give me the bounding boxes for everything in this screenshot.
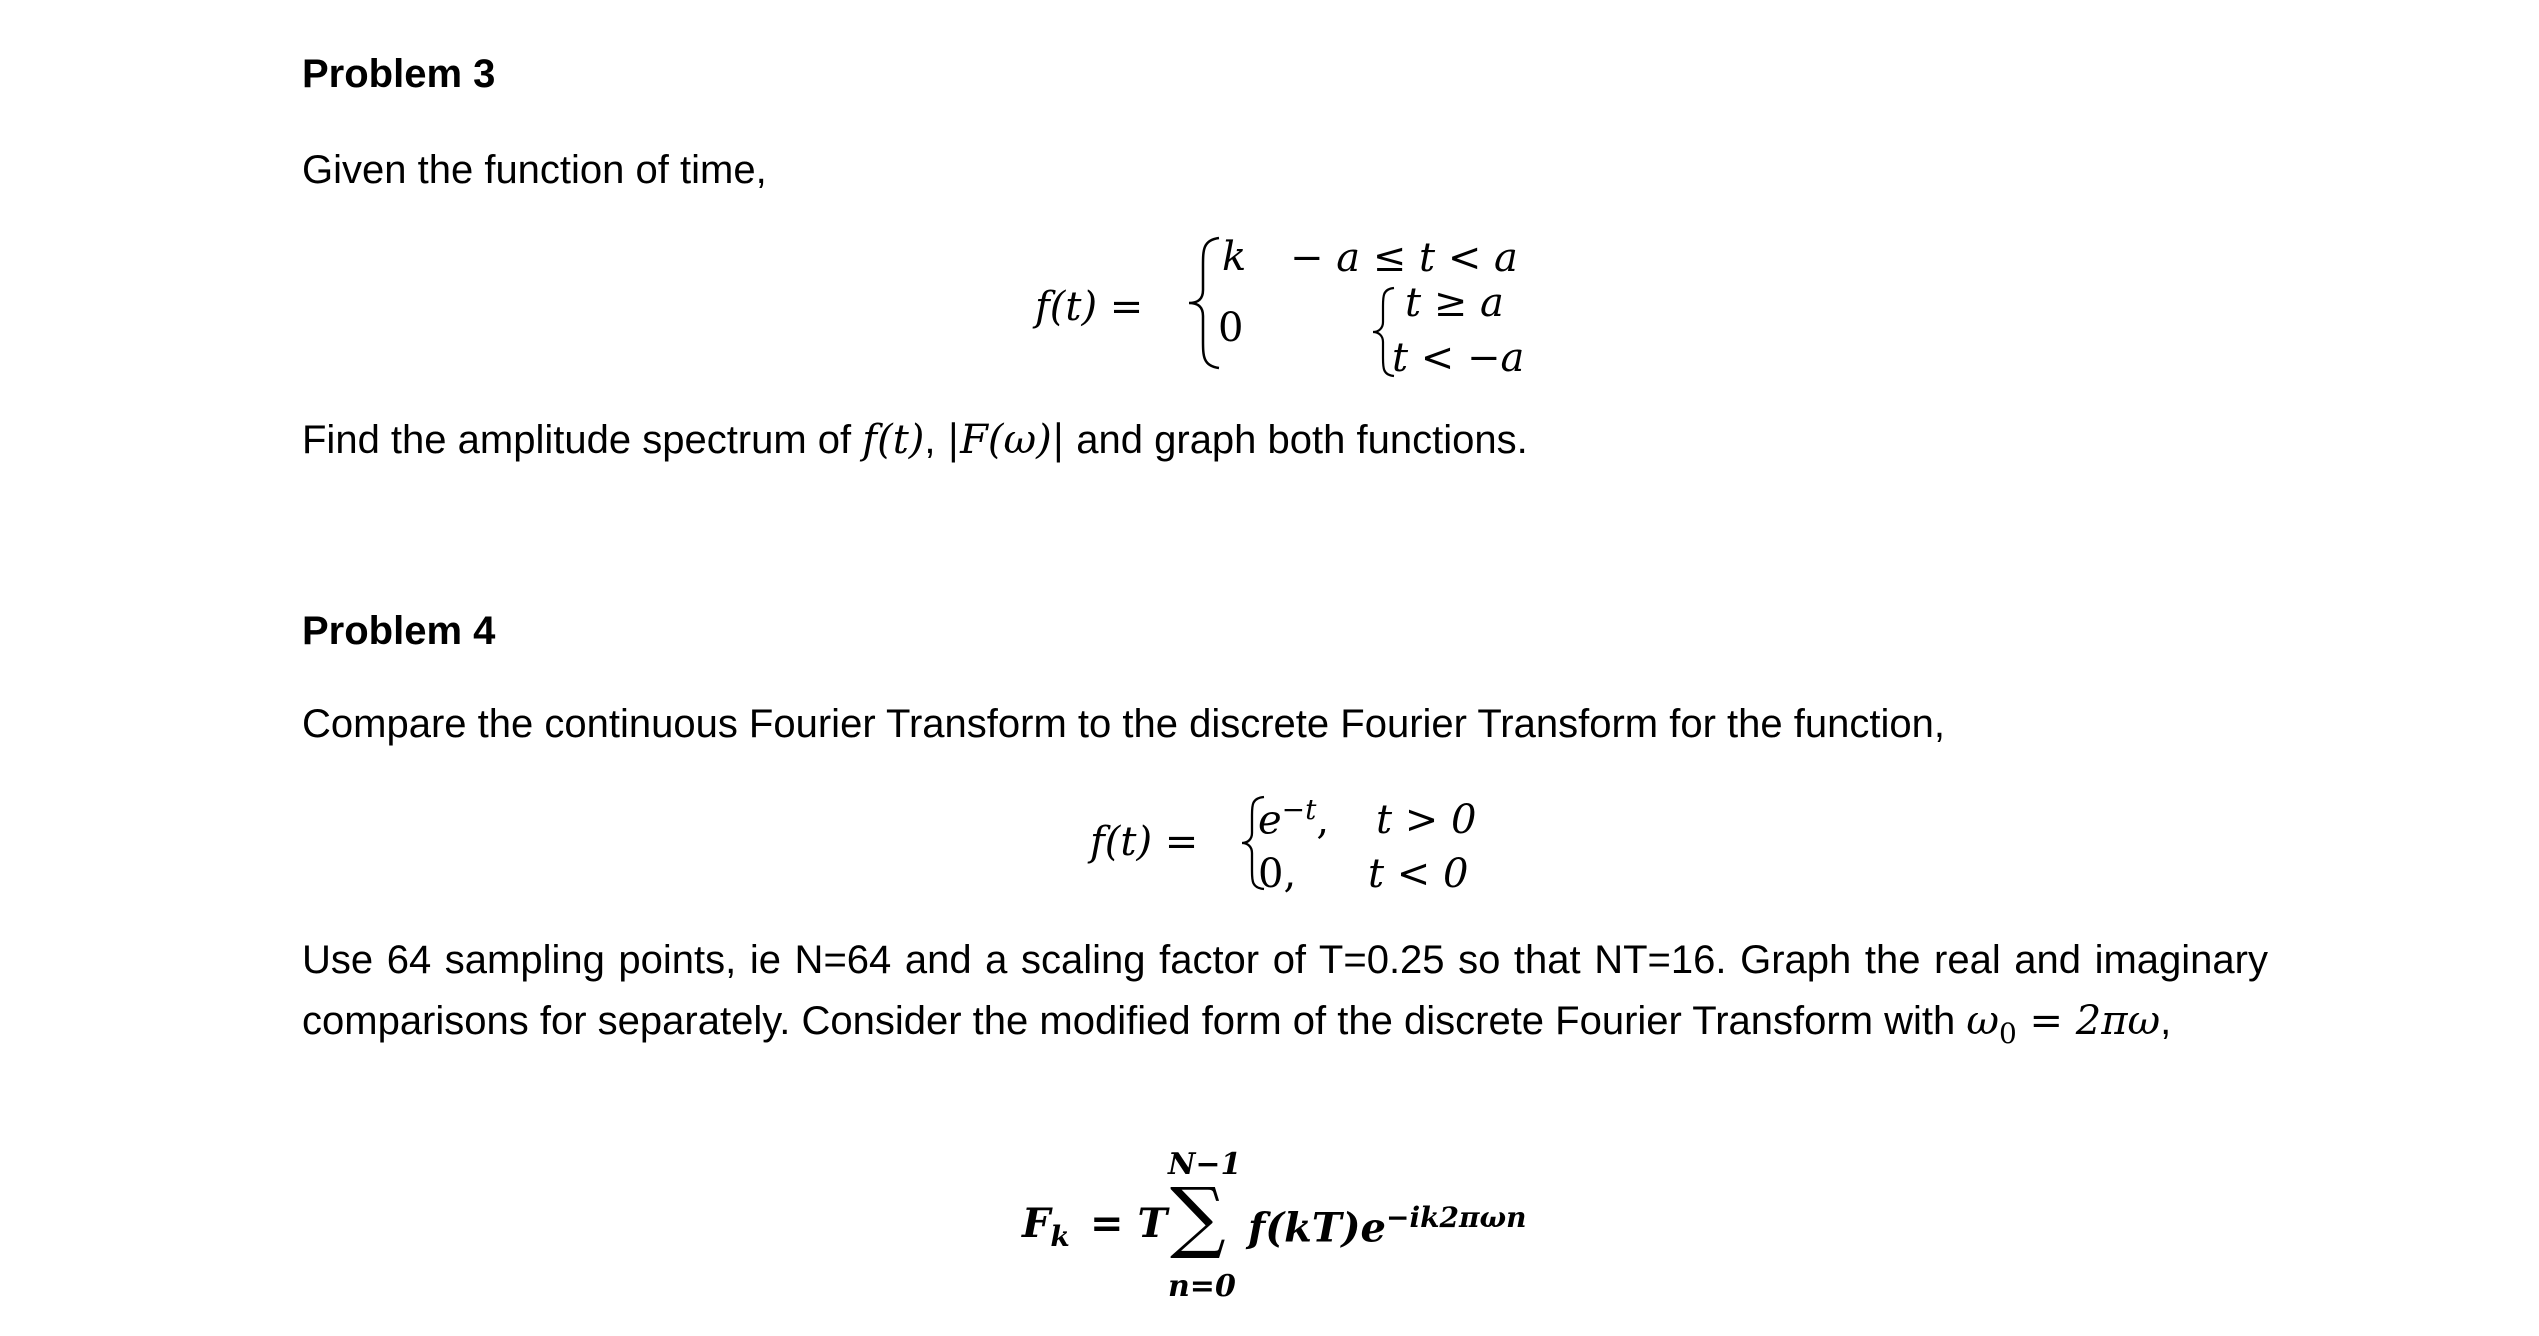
task-text-end: and graph both functions. [1065, 418, 1528, 462]
dft-sum-symbol: ∑ [1170, 1172, 1226, 1262]
dft-upper-limit: N−1 [1168, 1147, 1242, 1182]
dft-equals-T: = T [1090, 1200, 1168, 1247]
problem-3-task [302, 410, 2268, 471]
eq3-case2-value: 0 [1218, 305, 1244, 351]
omega-subscript: 0 [1999, 1017, 2017, 1050]
dft-lhs-subscript: k [1050, 1220, 1070, 1253]
dft-lower-limit: n=0 [1168, 1269, 1236, 1304]
omega-equation: = 2πω [2016, 998, 2161, 1044]
problem-3-intro: Given the function of time, [302, 148, 767, 192]
problem-3-heading: Problem 3 [302, 52, 496, 96]
dft-summand: $f(kT)e^{-ik2\pi\omega n}$ [1248, 1201, 1527, 1252]
body-text: Use 64 sampling points, ie N=64 and a scaling factor of T=0.25 so that NT=16. Graph the real and imaginary comparisons for separately. Consider the modified form of the discrete Fourier Transform with [302, 938, 2268, 1043]
eq3-case1-value: k [1222, 234, 1247, 280]
eq3-case2-condition-b: t < −a [1392, 335, 1525, 381]
eq3-case2-condition-a: t ≥ a [1405, 280, 1504, 326]
eq4-case2-value: 0, [1258, 851, 1297, 897]
problem-4-intro: Compare the continuous Fourier Transform to the discrete Fourier Transform for the function, [302, 702, 1945, 746]
eq4-case1-condition: t > 0 [1376, 797, 1477, 843]
task-comma: , [924, 418, 947, 462]
dft-lhs: $F_k$ [1022, 1200, 1070, 1253]
problem-4-heading: Problem 4 [302, 609, 496, 653]
task-f-of-t: f(t) [862, 417, 925, 463]
problem-4-body [302, 930, 2268, 1064]
task-amplitude-F: |F(ω)| [946, 417, 1066, 463]
eq3-case1-condition: − a ≤ t < a [1290, 235, 1518, 281]
eq4-lhs: f(t) = [1090, 819, 1199, 865]
eq4-case1-comma: , [1316, 797, 1330, 844]
eq3-lhs: f(t) = [1035, 284, 1144, 330]
eq4-case2-condition: t < 0 [1368, 851, 1469, 897]
dft-exponent: −ik2πωn [1386, 1201, 1527, 1234]
omega-symbol: ω [1966, 998, 1999, 1044]
task-text-start: Find the amplitude spectrum of [302, 418, 863, 462]
eq4-case1-value: $e^{-t}$, [1258, 793, 1330, 844]
eq4-case1-exponent: −t [1281, 793, 1317, 826]
body-end: , [2160, 999, 2172, 1043]
